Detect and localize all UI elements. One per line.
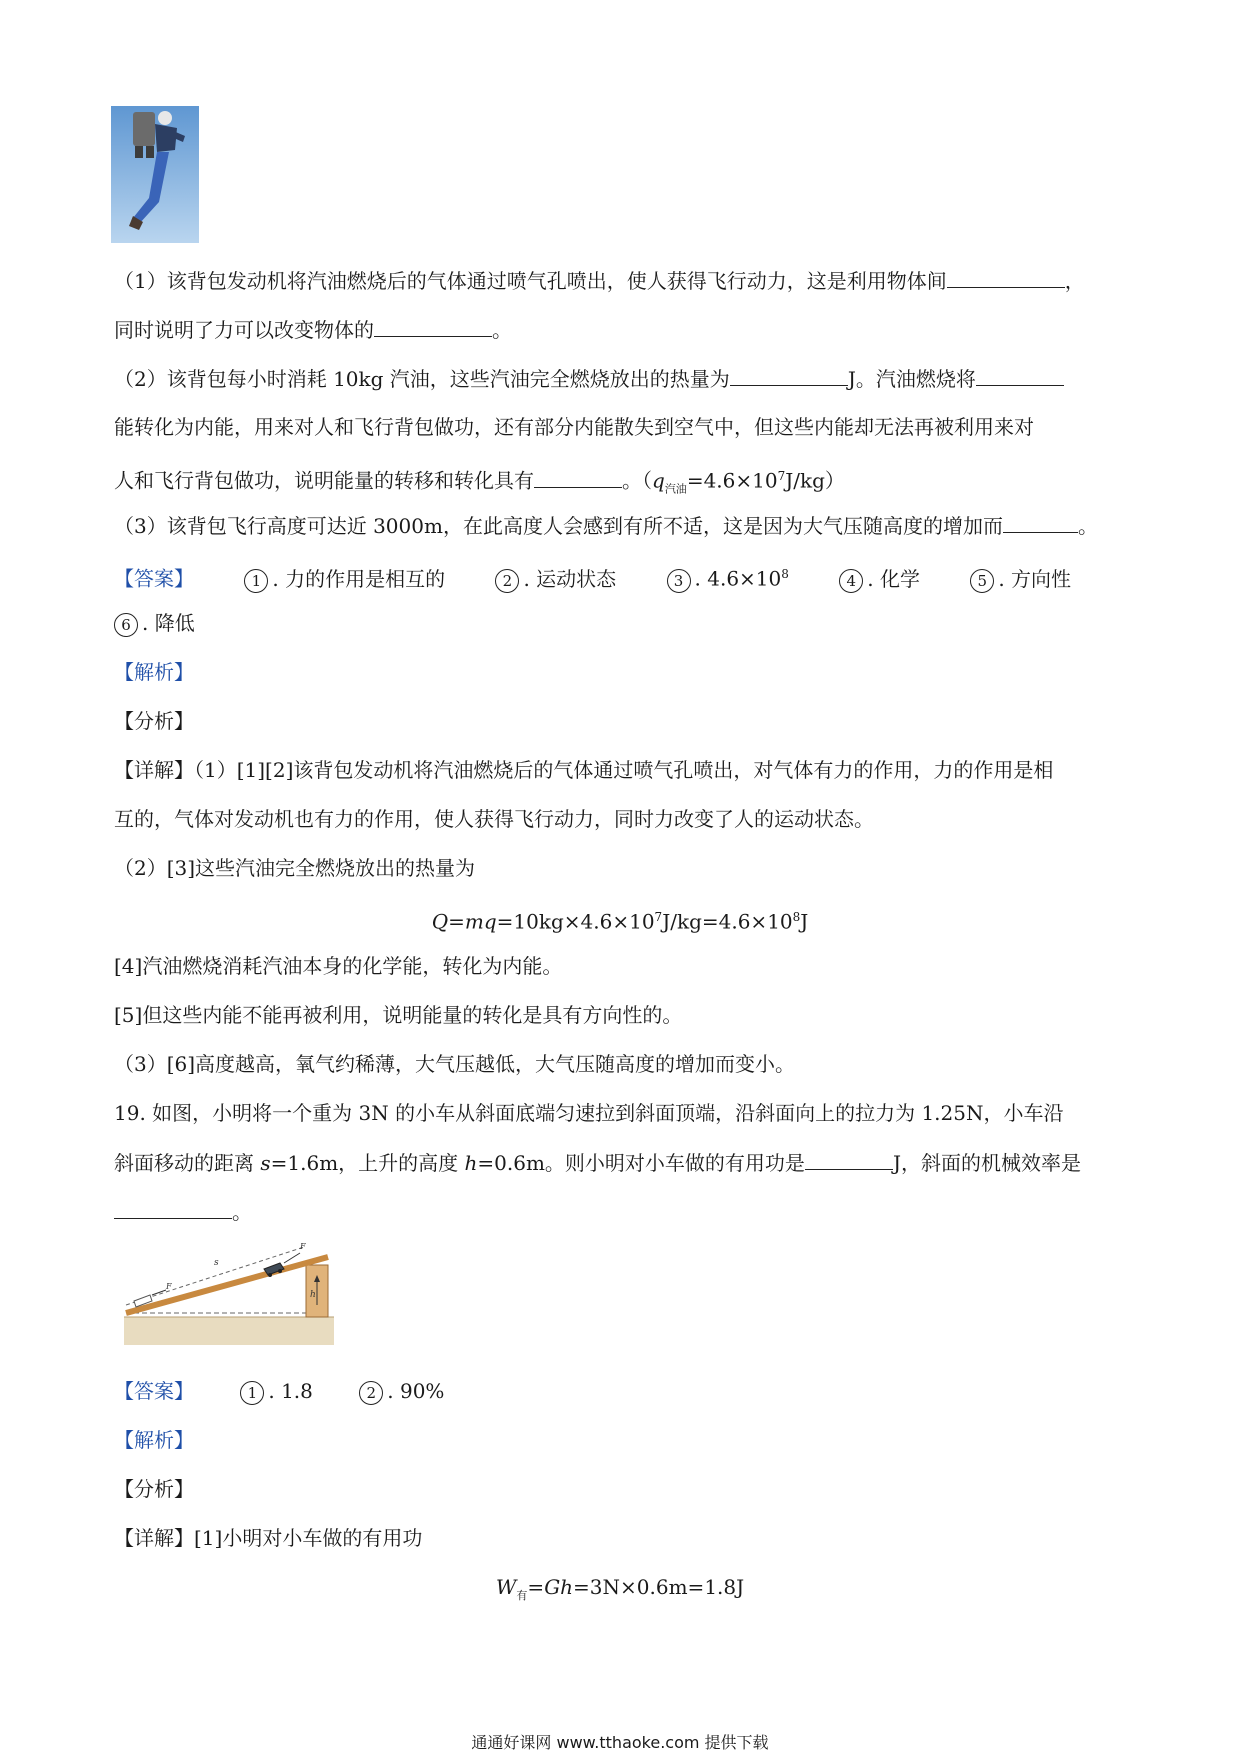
height-label: h	[310, 1290, 316, 1300]
answer-item: 5 . 方向性	[970, 564, 1071, 594]
q18-detail-line1: 【详解】（1）[1][2]该背包发动机将汽油燃烧后的气体通过喷气孔喷出，对气体有力的作用，力的作用是相	[114, 758, 1054, 782]
q18-fenxi-label: 【分析】	[114, 709, 194, 733]
answer-blank-1[interactable]	[947, 265, 1065, 288]
q18-part2-line2: 能转化为内能，用来对人和飞行背包做功，还有部分内能散失到空气中，但这些内能却无法再被利用来对	[114, 415, 1034, 439]
answer-blank-5[interactable]	[534, 465, 622, 488]
footer-watermark: 通通好课网 www.tthaoke.com 提供下载	[471, 1733, 769, 1752]
q19-analysis-label: 【解析】	[114, 1428, 194, 1452]
q18-answers-row2	[114, 608, 195, 638]
force-label-top: F	[300, 1242, 306, 1251]
answer-item: 6 . 降低	[114, 608, 195, 638]
q19-fenxi-label: 【分析】	[114, 1477, 194, 1501]
q19-line1: 19. 如图，小明将一个重为 3N 的小车从斜面底端匀速拉到斜面顶端，沿斜面向上的拉力为 1.25N，小车沿	[114, 1101, 1064, 1125]
answer-blank-6[interactable]	[1003, 510, 1078, 533]
q19-line2: 斜面移动的距离 s=1.6m，上升的高度 h=0.6m。则小明对小车做的有用功是 J，斜面的机械效率是	[114, 1147, 1081, 1178]
answer-label: 【答案】	[114, 566, 194, 591]
q18-part1-line1: （1）该背包发动机将汽油燃烧后的气体通过喷气孔喷出，使人获得飞行动力，这是利用物体间 ，	[114, 265, 1085, 296]
answer-item: 3 . $4.6\times 10^8$	[667, 559, 789, 594]
answer-item: 4 . 化学	[839, 564, 920, 594]
force-label-bottom: F	[166, 1282, 172, 1291]
answer-blank-7[interactable]	[805, 1147, 893, 1170]
distance-label: s	[214, 1258, 219, 1268]
answer-item: 1 . 1.8	[240, 1376, 313, 1406]
answer-blank-4[interactable]	[976, 363, 1064, 386]
answer-blank-8[interactable]	[114, 1196, 232, 1219]
q18-detail-line6: （3）[6]高度越高，氧气约稀薄，大气压越低，大气压随高度的增加而变小。	[114, 1052, 796, 1076]
incline-figure	[114, 1235, 334, 1345]
q19-line3: 。	[114, 1196, 252, 1227]
q18-analysis-label: 【解析】	[114, 660, 194, 684]
q18-formula: $Q=mq=10kg\times 4.6\times 10^7J/kg=4.6\times 10^8J$	[431, 909, 809, 934]
answer-blank-3[interactable]	[730, 363, 848, 386]
q19-detail-line1: 【详解】[1]小明对小车做的有用功	[114, 1526, 423, 1550]
q18-part2-line1: （2）该背包每小时消耗 10kg 汽油，这些汽油完全燃烧放出的热量为 J。汽油燃烧将	[114, 363, 1064, 394]
answer-item: 1 . 力的作用是相互的	[244, 564, 445, 594]
answer-item: 2 . 运动状态	[495, 564, 616, 594]
answer-label: 【答案】	[114, 1379, 194, 1403]
q18-detail-line4: [4]汽油燃烧消耗汽油本身的化学能，转化为内能。	[114, 954, 563, 978]
q18-answers-row1	[114, 559, 1071, 594]
q18-part3: （3）该背包飞行高度可达近 3000m，在此高度人会感到有所不适，这是因为大气压随高度的增加而 。	[114, 510, 1098, 541]
q19-formula: $W_有=Gh=3N\times 0.6m=1.8J$	[495, 1575, 745, 1602]
q18-detail-line2: 互的，气体对发动机也有力的作用，使人获得飞行动力，同时力改变了人的运动状态。	[114, 807, 874, 831]
q18-detail-line5: [5]但这些内能不能再被利用，说明能量的转化是具有方向性的。	[114, 1003, 683, 1027]
q18-detail-line3: （2）[3]这些汽油完全燃烧放出的热量为	[114, 856, 476, 880]
answer-item: 2 . 90%	[359, 1376, 444, 1406]
q18-part1-line2: 同时说明了力可以改变物体的 。	[114, 314, 512, 345]
jetpack-photo	[111, 106, 199, 243]
answer-blank-2[interactable]	[374, 314, 492, 337]
q18-part2-line3: 人和飞行背包做功，说明能量的转移和转化具有 。$(q_{汽油}=4.6\times 10^7J/kg)$	[114, 461, 845, 505]
q19-answers	[114, 1376, 444, 1406]
